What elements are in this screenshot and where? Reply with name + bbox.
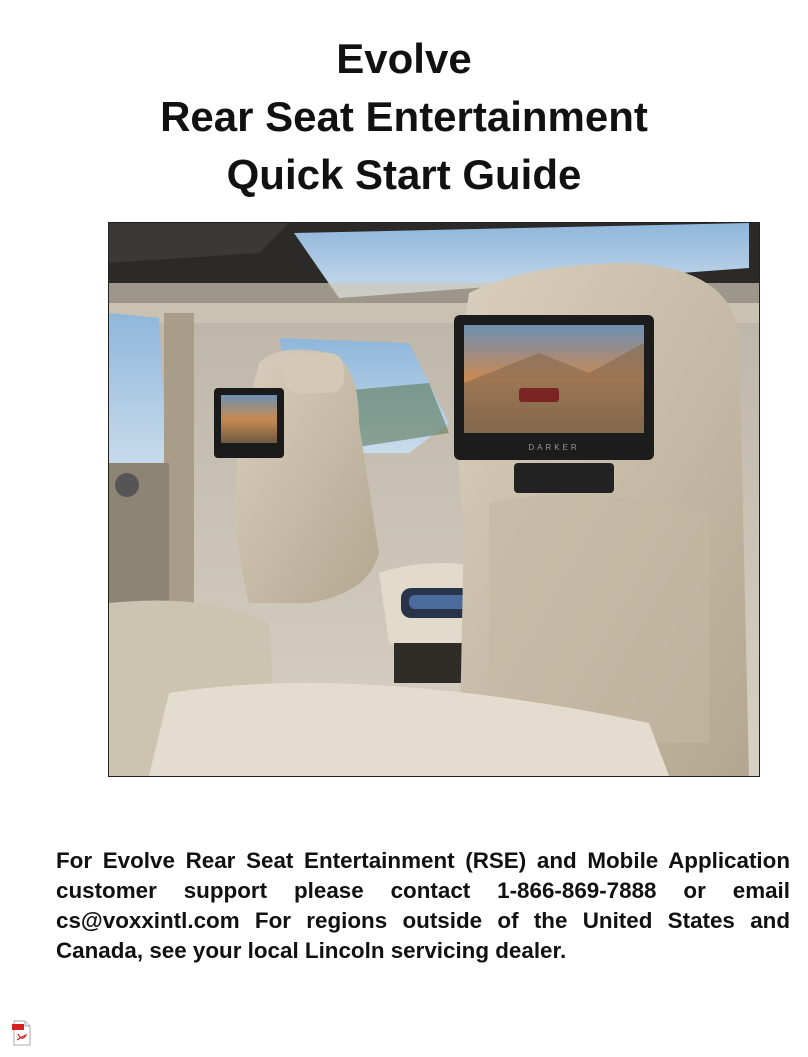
pdf-file-icon	[12, 1020, 32, 1046]
title-line-3: Quick Start Guide	[226, 151, 582, 198]
support-contact-text: For Evolve Rear Seat Entertainment (RSE) and Mobile Application customer support please contact 1-866-869-7888 or email cs@voxxintl.com For regions outside of the United States and Canada, see your local Lincoln servicing dealer.	[56, 848, 790, 963]
vehicle-interior-illustration	[109, 223, 759, 776]
title-line-2: Rear Seat Entertainment	[160, 93, 648, 140]
title-line-1: Evolve	[336, 35, 472, 82]
screen-logo: DARKER	[528, 443, 580, 452]
vehicle-interior-photo	[108, 222, 760, 777]
document-title	[0, 30, 808, 204]
